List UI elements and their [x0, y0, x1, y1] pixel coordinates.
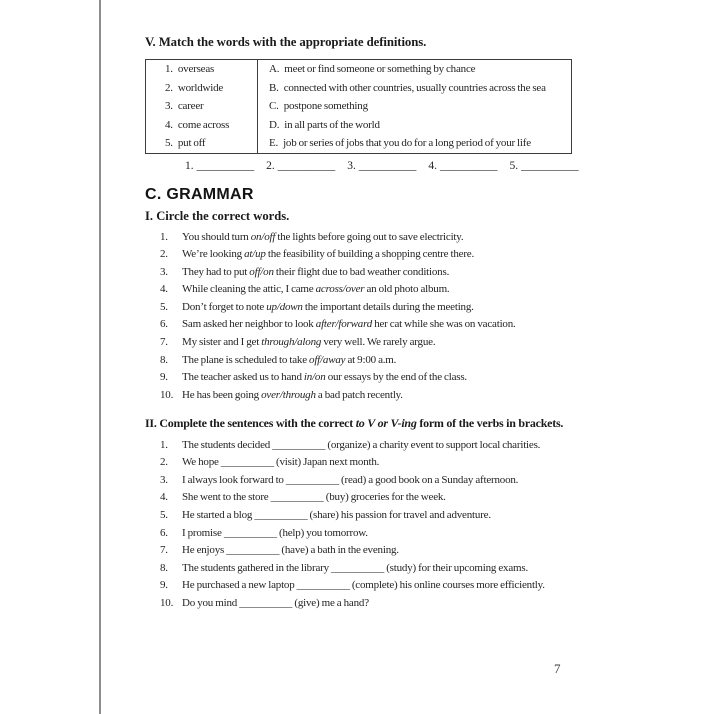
word-cell: [146, 60, 258, 79]
item-text: [182, 560, 572, 576]
word-text: worldwide: [177, 81, 224, 94]
sentence-end: (study) for their upcoming exams.: [384, 561, 529, 574]
item-number: 9.: [160, 371, 168, 384]
sentence-end: (buy) groceries for the week.: [323, 491, 446, 504]
fill-in-blank-line: __________: [331, 561, 385, 574]
list-item: [160, 507, 572, 523]
definition-text: in all parts of the world: [284, 118, 380, 131]
item-text: [182, 437, 572, 453]
match-section-title: V. Match the words with the appropriate definitions.: [145, 35, 427, 49]
list-item: [160, 387, 572, 403]
complete-sentences-list: [145, 437, 572, 612]
list-item: [160, 299, 572, 315]
sentence-end: an old photo album.: [364, 283, 450, 296]
list-item: [160, 437, 572, 453]
sentence-start: She went to the store: [182, 491, 271, 504]
sentence-end: (complete) his online courses more efficiently.: [349, 579, 545, 592]
answer-number: 4.: [428, 159, 437, 172]
answer-blank-item: [185, 160, 254, 172]
definition-text: job or series of jobs that you do for a long period of your life: [283, 137, 531, 149]
definition-cell: [258, 60, 571, 79]
sentence-start: They had to put: [182, 265, 250, 278]
item-number: 10.: [160, 388, 174, 401]
item-number: 7.: [160, 336, 168, 349]
item-number: 1.: [160, 438, 168, 451]
item-number: 6.: [160, 526, 168, 539]
list-item: [160, 352, 572, 368]
word-cell: [146, 116, 258, 135]
word-number: 3.: [165, 100, 173, 112]
definition-letter: D.: [269, 118, 280, 131]
answer-blank-line: __________: [358, 159, 417, 172]
sentence-end: (visit) Japan next month.: [273, 456, 380, 469]
item-text: [182, 525, 572, 541]
answer-blank-item: [347, 160, 416, 172]
item-text: [182, 542, 572, 558]
sentence-start: While cleaning the attic, I came: [182, 283, 316, 296]
answer-blank-item: [510, 160, 579, 172]
word-options-italic: on/off: [250, 230, 276, 243]
match-table-row: [146, 116, 571, 135]
list-item: [160, 229, 572, 245]
worksheet-page-content: [145, 35, 579, 612]
item-number: 7.: [160, 544, 168, 557]
word-text: career: [177, 100, 204, 112]
word-cell: [146, 134, 258, 153]
list-item: [160, 595, 572, 611]
list-item: [160, 264, 572, 280]
definition-text: meet or find someone or something by chance: [284, 63, 476, 75]
word-options-italic: off/on: [249, 265, 274, 278]
circle-words-list: [145, 229, 572, 404]
sentence-end: (have) a bath in the evening.: [279, 544, 399, 557]
answer-number: 3.: [347, 159, 356, 172]
item-text: [182, 577, 572, 593]
fill-in-blank-line: __________: [270, 491, 324, 504]
match-table: [145, 59, 572, 154]
definition-text: postpone something: [283, 100, 368, 112]
item-text: [182, 334, 572, 350]
sentence-start: Don’t forget to note: [182, 300, 267, 313]
match-table-row: [146, 60, 571, 79]
part2-title-end: form of the verbs in brackets.: [416, 416, 564, 431]
item-text: [182, 369, 572, 385]
sentence-start: Do you mind: [182, 596, 240, 609]
fill-in-blank-line: __________: [223, 526, 277, 539]
sentence-end: the lights before going out to save electricity.: [275, 230, 464, 243]
item-number: 2.: [160, 456, 168, 469]
word-options-italic: through/along: [261, 336, 322, 349]
page-edge-line: [99, 0, 101, 714]
sentence-start: The plane is scheduled to take: [182, 353, 310, 366]
sentence-end: very well. We rarely argue.: [321, 336, 436, 349]
item-text: [182, 472, 572, 488]
sentence-start: My sister and I get: [182, 336, 262, 349]
part2-title-start: II. Complete the sentences with the correct: [145, 416, 356, 431]
grammar-section-heading: C. GRAMMAR: [145, 185, 254, 203]
answer-number: 1.: [185, 159, 194, 172]
word-number: 1.: [165, 63, 173, 75]
item-text: [182, 281, 572, 297]
word-cell: [146, 79, 258, 98]
item-text: [182, 387, 572, 403]
item-number: 4.: [160, 491, 168, 504]
match-table-row: [146, 134, 571, 153]
word-options-italic: over/through: [261, 388, 316, 401]
list-item: [160, 246, 572, 262]
sentence-end: their flight due to bad weather conditions.: [273, 265, 450, 278]
item-text: [182, 489, 572, 505]
sentence-end: (read) a good book on a Sunday afternoon.: [338, 473, 519, 486]
part2-title-italic: to V or V-ing: [355, 416, 417, 431]
sentence-start: We hope: [182, 456, 221, 469]
sentence-start: I promise: [182, 526, 224, 539]
item-number: 2.: [160, 248, 168, 261]
sentence-end: at 9:00 a.m.: [345, 353, 397, 366]
definition-cell: [258, 79, 571, 98]
answer-blank-item: [428, 160, 497, 172]
item-text: [182, 229, 572, 245]
sentence-start: He enjoys: [182, 544, 227, 557]
item-number: 1.: [160, 230, 168, 243]
list-item: [160, 489, 572, 505]
sentence-start: The students decided: [182, 438, 273, 451]
item-number: 6.: [160, 318, 168, 331]
answer-blank-line: __________: [521, 159, 579, 172]
sentence-end: the feasibility of building a shopping centre there.: [265, 248, 475, 261]
item-number: 5.: [160, 508, 168, 521]
list-item: [160, 316, 572, 332]
grammar-part2-title: [145, 415, 572, 432]
fill-in-blank-line: __________: [239, 596, 293, 609]
answer-blank-line: __________: [277, 159, 336, 172]
word-number: 2.: [165, 81, 173, 94]
word-options-italic: up/down: [266, 300, 303, 313]
item-text: [182, 316, 572, 332]
word-text: put off: [177, 137, 206, 149]
item-number: 9.: [160, 579, 168, 592]
item-text: [182, 454, 572, 470]
list-item: [160, 577, 572, 593]
definition-cell: [258, 134, 571, 153]
page-number: 7: [554, 661, 561, 676]
answer-number: 2.: [266, 159, 275, 172]
definition-letter: B.: [269, 81, 279, 94]
list-item: [160, 369, 572, 385]
item-text: [182, 507, 572, 523]
sentence-start: The teacher asked us to hand: [182, 371, 304, 384]
list-item: [160, 560, 572, 576]
answer-blanks-row: [185, 159, 579, 172]
sentence-start: He started a blog: [182, 508, 255, 521]
sentence-end: our essays by the end of the class.: [325, 371, 467, 384]
word-options-italic: off/away: [309, 353, 346, 366]
definition-cell: [258, 116, 571, 135]
word-text: overseas: [177, 63, 215, 75]
answer-blank-line: __________: [440, 159, 498, 172]
word-text: come across: [177, 118, 230, 131]
item-number: 10.: [160, 596, 174, 609]
sentence-start: I always look forward to: [182, 473, 286, 486]
list-item: [160, 472, 572, 488]
item-text: [182, 264, 572, 280]
fill-in-blank-line: __________: [285, 473, 339, 486]
word-options-italic: in/on: [303, 371, 326, 384]
fill-in-blank-line: __________: [220, 456, 274, 469]
match-table-row: [146, 79, 571, 98]
sentence-start: We’re looking: [182, 248, 245, 261]
fill-in-blank-line: __________: [296, 579, 350, 592]
list-item: [160, 525, 572, 541]
sentence-start: He purchased a new laptop: [182, 579, 297, 592]
item-text: [182, 352, 572, 368]
grammar-part1-title: I. Circle the correct words.: [145, 208, 290, 223]
sentence-end: (help) you tomorrow.: [276, 526, 368, 539]
word-cell: [146, 97, 258, 116]
definition-cell: [258, 97, 571, 116]
item-text: [182, 299, 572, 315]
answer-blank-item: [266, 160, 335, 172]
item-text: [182, 595, 572, 611]
item-number: 3.: [160, 265, 168, 278]
sentence-end: (give) me a hand?: [292, 596, 369, 609]
fill-in-blank-line: __________: [254, 508, 308, 521]
word-number: 5.: [165, 137, 173, 149]
word-options-italic: at/up: [244, 248, 266, 261]
definition-letter: E.: [269, 137, 279, 149]
item-number: 8.: [160, 561, 168, 574]
answer-blank-line: __________: [196, 159, 255, 172]
definition-letter: A.: [269, 63, 280, 75]
sentence-end: the important details during the meeting.: [302, 300, 474, 313]
sentence-start: Sam asked her neighbor to look: [182, 318, 316, 331]
sentence-start: He has been going: [182, 388, 262, 401]
item-number: 4.: [160, 283, 168, 296]
word-options-italic: after/forward: [315, 318, 373, 331]
item-number: 3.: [160, 473, 168, 486]
sentence-end: (organize) a charity event to support local charities.: [325, 438, 541, 451]
answer-number: 5.: [509, 159, 519, 172]
item-number: 8.: [160, 353, 168, 366]
word-options-italic: across/over: [315, 283, 365, 296]
sentence-start: You should turn: [182, 230, 251, 243]
sentence-end: her cat while she was on vacation.: [372, 318, 516, 331]
sentence-end: a bad patch recently.: [315, 388, 403, 401]
word-number: 4.: [165, 118, 173, 131]
item-number: 5.: [160, 300, 168, 313]
match-table-row: [146, 97, 571, 116]
definition-letter: C.: [269, 100, 279, 112]
sentence-start: The students gathered in the library: [182, 561, 332, 574]
fill-in-blank-line: __________: [226, 544, 280, 557]
item-text: [182, 246, 572, 262]
list-item: [160, 454, 572, 470]
list-item: [160, 542, 572, 558]
list-item: [160, 281, 572, 297]
sentence-end: (share) his passion for travel and adventure.: [307, 508, 491, 521]
list-item: [160, 334, 572, 350]
definition-text: connected with other countries, usually countries across the sea: [283, 81, 546, 94]
fill-in-blank-line: __________: [272, 438, 326, 451]
